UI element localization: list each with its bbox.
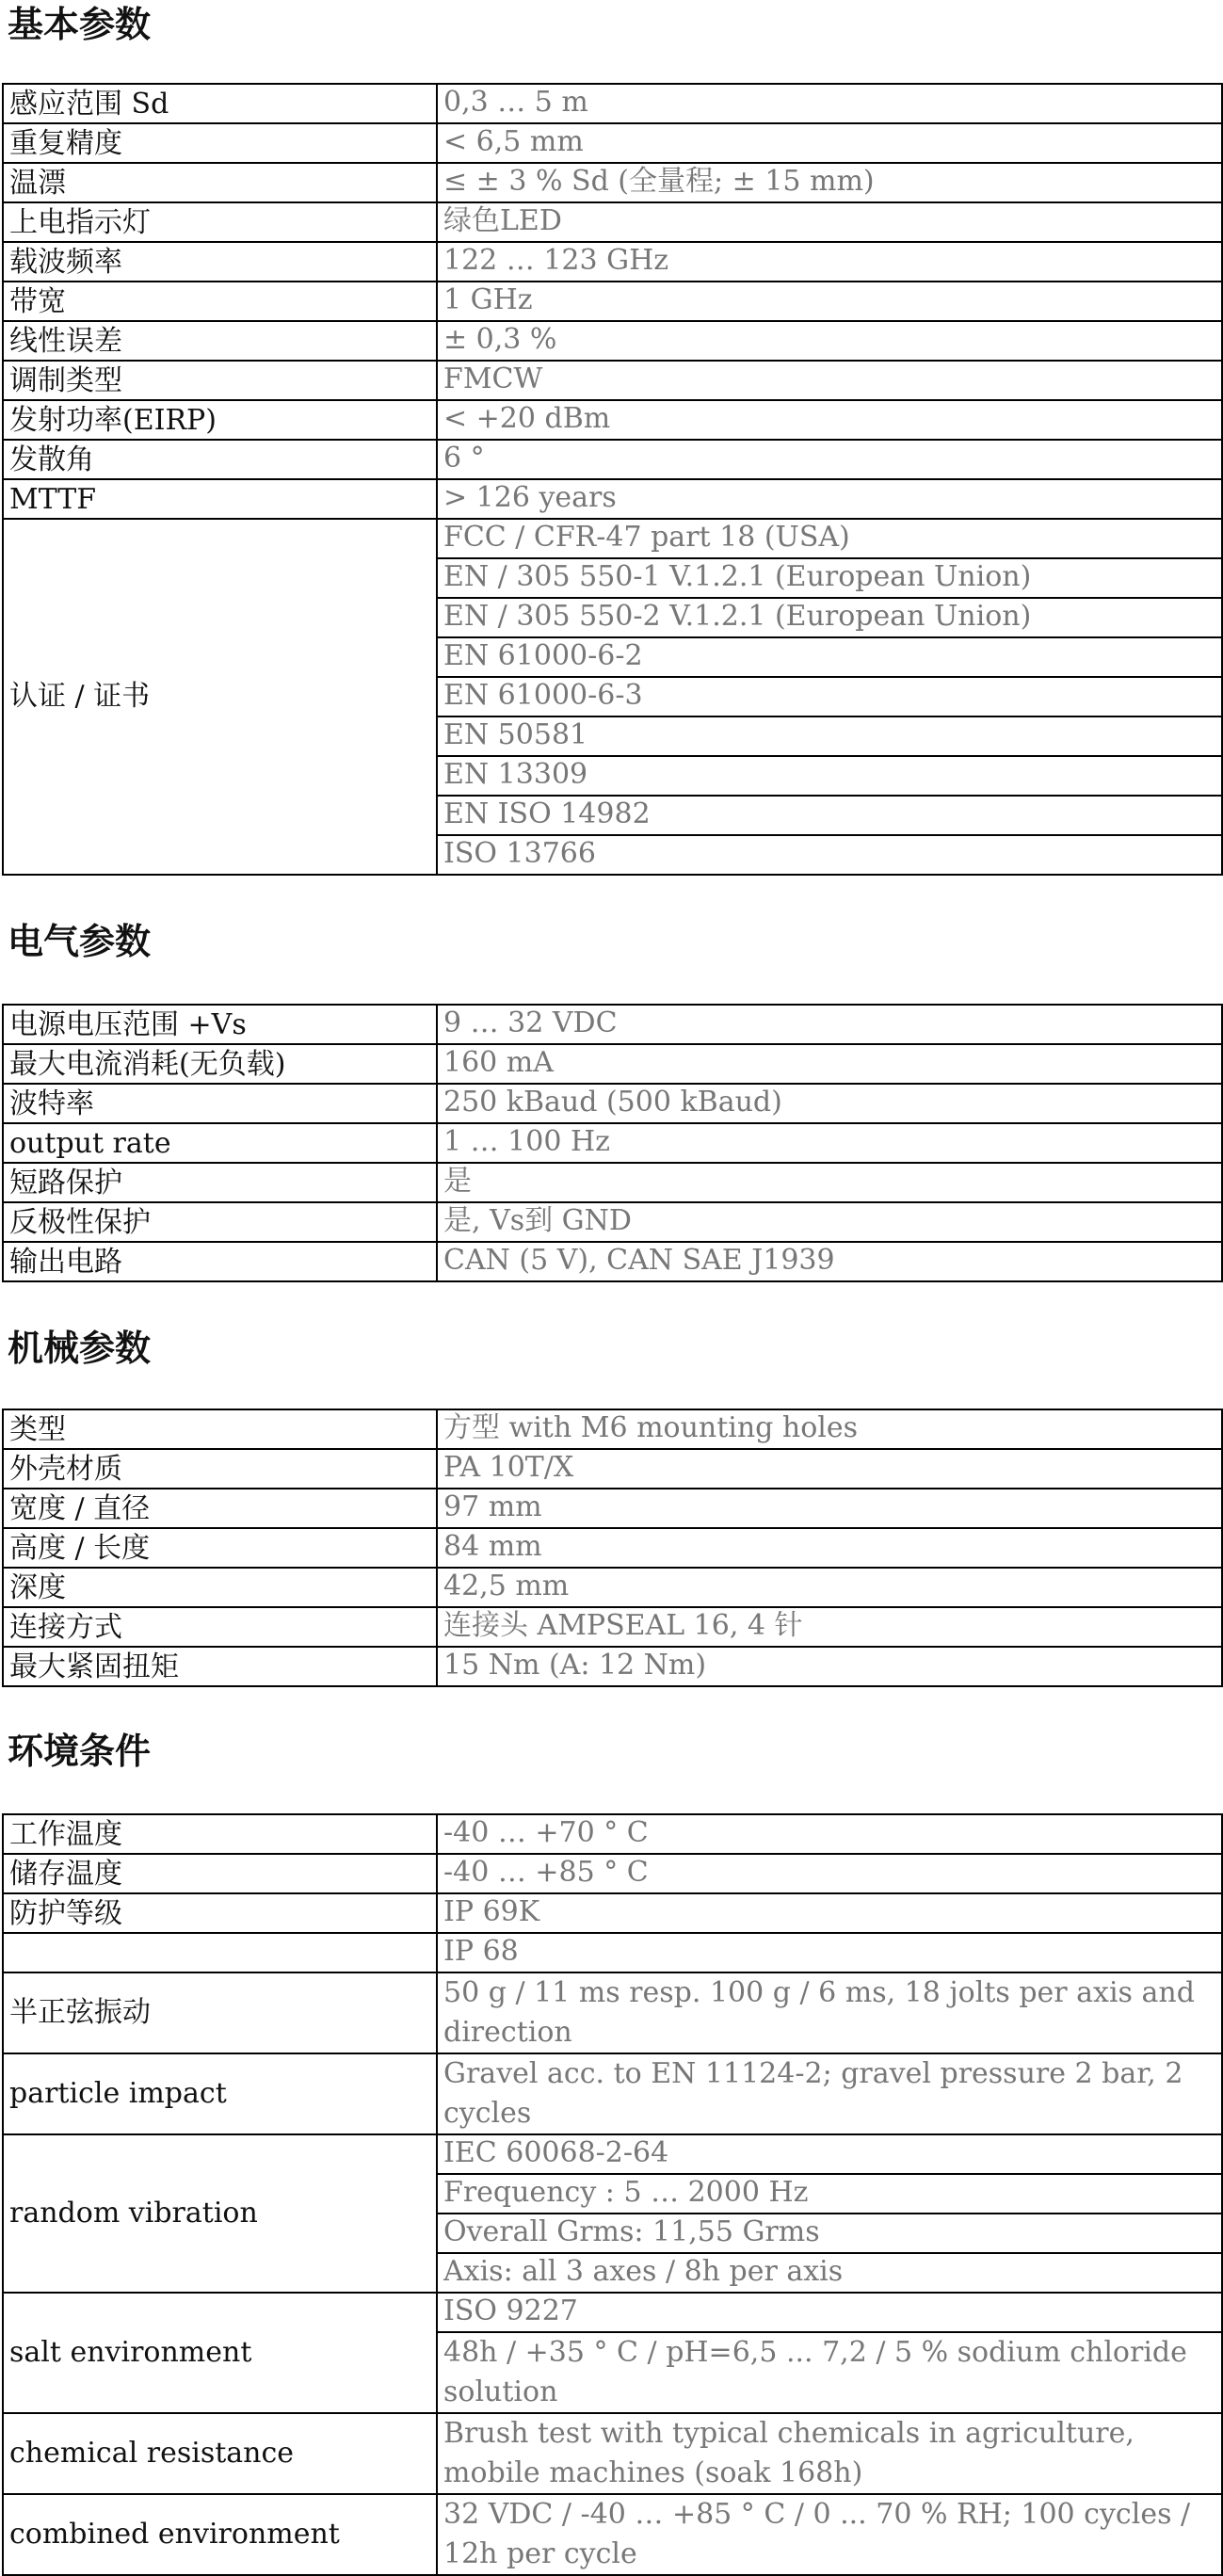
spec-value: EN 61000-6-3	[437, 677, 1222, 716]
spec-value: EN ISO 14982	[437, 796, 1222, 835]
spec-label: 载波频率	[3, 242, 437, 282]
table-row	[3, 1933, 1222, 1972]
spec-label: salt environment	[3, 2293, 437, 2413]
table-row	[3, 1123, 1222, 1163]
spec-value: 250 kBaud (500 kBaud)	[437, 1084, 1222, 1123]
table-row	[3, 1972, 1222, 2053]
table-row	[3, 1242, 1222, 1281]
spec-value: -40 … +70 ° C	[437, 1814, 1222, 1854]
spec-value: 连接头 AMPSEAL 16, 4 针	[437, 1607, 1222, 1647]
spec-label: combined environment	[3, 2494, 437, 2575]
table-row	[3, 1528, 1222, 1568]
spec-label: particle impact	[3, 2053, 437, 2134]
spec-value: ± 0,3 %	[437, 321, 1222, 361]
table-row	[3, 1084, 1222, 1123]
spec-value: Axis: all 3 axes / 8h per axis	[437, 2253, 1222, 2293]
spec-value: 160 mA	[437, 1044, 1222, 1084]
spec-label: 上电指示灯	[3, 202, 437, 242]
spec-label: 重复精度	[3, 123, 437, 163]
spec-value: 1 … 100 Hz	[437, 1123, 1222, 1163]
spec-value: EN 13309	[437, 756, 1222, 796]
spec-label: 深度	[3, 1568, 437, 1607]
spec-label	[3, 1933, 437, 1972]
spec-label: MTTF	[3, 479, 437, 519]
spec-value: 15 Nm (A: 12 Nm)	[437, 1647, 1222, 1686]
spec-label: 工作温度	[3, 1814, 437, 1854]
table-row	[3, 123, 1222, 163]
spec-value: 方型 with M6 mounting holes	[437, 1409, 1222, 1449]
table-row	[3, 2053, 1222, 2134]
spec-value: 9 … 32 VDC	[437, 1005, 1222, 1044]
spec-label: 最大紧固扭矩	[3, 1647, 437, 1686]
spec-label: 发散角	[3, 440, 437, 479]
spec-table-mechanical	[2, 1409, 1223, 1687]
spec-value: 42,5 mm	[437, 1568, 1222, 1607]
spec-value: 122 … 123 GHz	[437, 242, 1222, 282]
spec-value: 0,3 … 5 m	[437, 84, 1222, 123]
spec-label: 宽度 / 直径	[3, 1489, 437, 1528]
spec-value: 绿色LED	[437, 202, 1222, 242]
spec-value: IP 68	[437, 1933, 1222, 1972]
spec-label: 外壳材质	[3, 1449, 437, 1489]
spec-value: 97 mm	[437, 1489, 1222, 1528]
table-row	[3, 282, 1222, 321]
spec-label: 波特率	[3, 1084, 437, 1123]
table-row	[3, 1409, 1222, 1449]
spec-label: 感应范围 Sd	[3, 84, 437, 123]
table-row	[3, 1449, 1222, 1489]
spec-value: Brush test with typical chemicals in agriculture, mobile machines (soak 168h)	[437, 2413, 1222, 2494]
table-row	[3, 84, 1222, 123]
spec-value: > 126 years	[437, 479, 1222, 519]
section-title-mechanical: 机械参数	[8, 1328, 152, 1369]
spec-value: 6 °	[437, 440, 1222, 479]
table-row	[3, 440, 1222, 479]
table-row	[3, 1568, 1222, 1607]
spec-label: 防护等级	[3, 1893, 437, 1933]
spec-value: EN / 305 550-1 V.1.2.1 (European Union)	[437, 558, 1222, 598]
table-row	[3, 1814, 1222, 1854]
spec-value: FMCW	[437, 361, 1222, 400]
spec-value: 是, Vs到 GND	[437, 1202, 1222, 1242]
spec-value: 48h / +35 ° C / pH=6,5 ... 7,2 / 5 % sodium chloride solution	[437, 2332, 1222, 2413]
spec-value: EN 61000-6-2	[437, 637, 1222, 677]
spec-table-basic	[2, 83, 1223, 876]
table-row	[3, 1489, 1222, 1528]
spec-value: PA 10T/X	[437, 1449, 1222, 1489]
table-row	[3, 361, 1222, 400]
table-row	[3, 1647, 1222, 1686]
spec-value: 84 mm	[437, 1528, 1222, 1568]
spec-label: 输出电路	[3, 1242, 437, 1281]
spec-label: 半正弦振动	[3, 1972, 437, 2053]
table-row	[3, 202, 1222, 242]
spec-value: FCC / CFR-47 part 18 (USA)	[437, 519, 1222, 558]
table-row	[3, 2494, 1222, 2575]
spec-value: Gravel acc. to EN 11124-2; gravel pressure 2 bar, 2 cycles	[437, 2053, 1222, 2134]
spec-value: Frequency : 5 … 2000 Hz	[437, 2174, 1222, 2214]
spec-value: 32 VDC / -40 … +85 ° C / 0 ... 70 % RH; 100 cycles / 12h per cycle	[437, 2494, 1222, 2575]
spec-label: 反极性保护	[3, 1202, 437, 1242]
spec-value: ISO 9227	[437, 2293, 1222, 2332]
spec-value: -40 … +85 ° C	[437, 1854, 1222, 1893]
spec-value: Overall Grms: 11,55 Grms	[437, 2214, 1222, 2253]
spec-label: 认证 / 证书	[3, 519, 437, 875]
spec-value: ≤ ± 3 % Sd (全量程; ± 15 mm)	[437, 163, 1222, 202]
spec-value: < 6,5 mm	[437, 123, 1222, 163]
table-row	[3, 1163, 1222, 1202]
table-row	[3, 1202, 1222, 1242]
table-row	[3, 479, 1222, 519]
spec-table-electrical	[2, 1004, 1223, 1282]
spec-label: 短路保护	[3, 1163, 437, 1202]
table-row	[3, 2413, 1222, 2494]
spec-label: random vibration	[3, 2134, 437, 2293]
spec-table-environment	[2, 1813, 1223, 2576]
spec-label: 高度 / 长度	[3, 1528, 437, 1568]
table-row	[3, 400, 1222, 440]
spec-label: 带宽	[3, 282, 437, 321]
table-row	[3, 1044, 1222, 1084]
section-title-environment: 环境条件	[8, 1731, 152, 1772]
spec-value: EN / 305 550-2 V.1.2.1 (European Union)	[437, 598, 1222, 637]
table-row	[3, 2293, 1222, 2332]
spec-value: 1 GHz	[437, 282, 1222, 321]
spec-label: 最大电流消耗(无负载)	[3, 1044, 437, 1084]
spec-value: CAN (5 V), CAN SAE J1939	[437, 1242, 1222, 1281]
section-title-basic: 基本参数	[8, 4, 152, 45]
table-row	[3, 1005, 1222, 1044]
table-row	[3, 163, 1222, 202]
spec-value: EN 50581	[437, 716, 1222, 756]
table-row	[3, 1893, 1222, 1933]
spec-label: chemical resistance	[3, 2413, 437, 2494]
spec-label: 线性误差	[3, 321, 437, 361]
spec-label: 电源电压范围 +Vs	[3, 1005, 437, 1044]
table-row	[3, 242, 1222, 282]
spec-label: 温漂	[3, 163, 437, 202]
spec-value: IEC 60068-2-64	[437, 2134, 1222, 2174]
spec-label: 调制类型	[3, 361, 437, 400]
table-row	[3, 1607, 1222, 1647]
spec-value: < +20 dBm	[437, 400, 1222, 440]
spec-label: 发射功率(EIRP)	[3, 400, 437, 440]
table-row	[3, 1854, 1222, 1893]
spec-label: 连接方式	[3, 1607, 437, 1647]
table-row	[3, 519, 1222, 558]
spec-label: 类型	[3, 1409, 437, 1449]
section-title-electrical: 电气参数	[8, 921, 152, 962]
spec-value: IP 69K	[437, 1893, 1222, 1933]
spec-label: output rate	[3, 1123, 437, 1163]
spec-value: 50 g / 11 ms resp. 100 g / 6 ms, 18 jolts per axis and direction	[437, 1972, 1222, 2053]
table-row	[3, 2134, 1222, 2174]
spec-value: 是	[437, 1163, 1222, 1202]
table-row	[3, 321, 1222, 361]
spec-value: ISO 13766	[437, 835, 1222, 875]
spec-label: 储存温度	[3, 1854, 437, 1893]
